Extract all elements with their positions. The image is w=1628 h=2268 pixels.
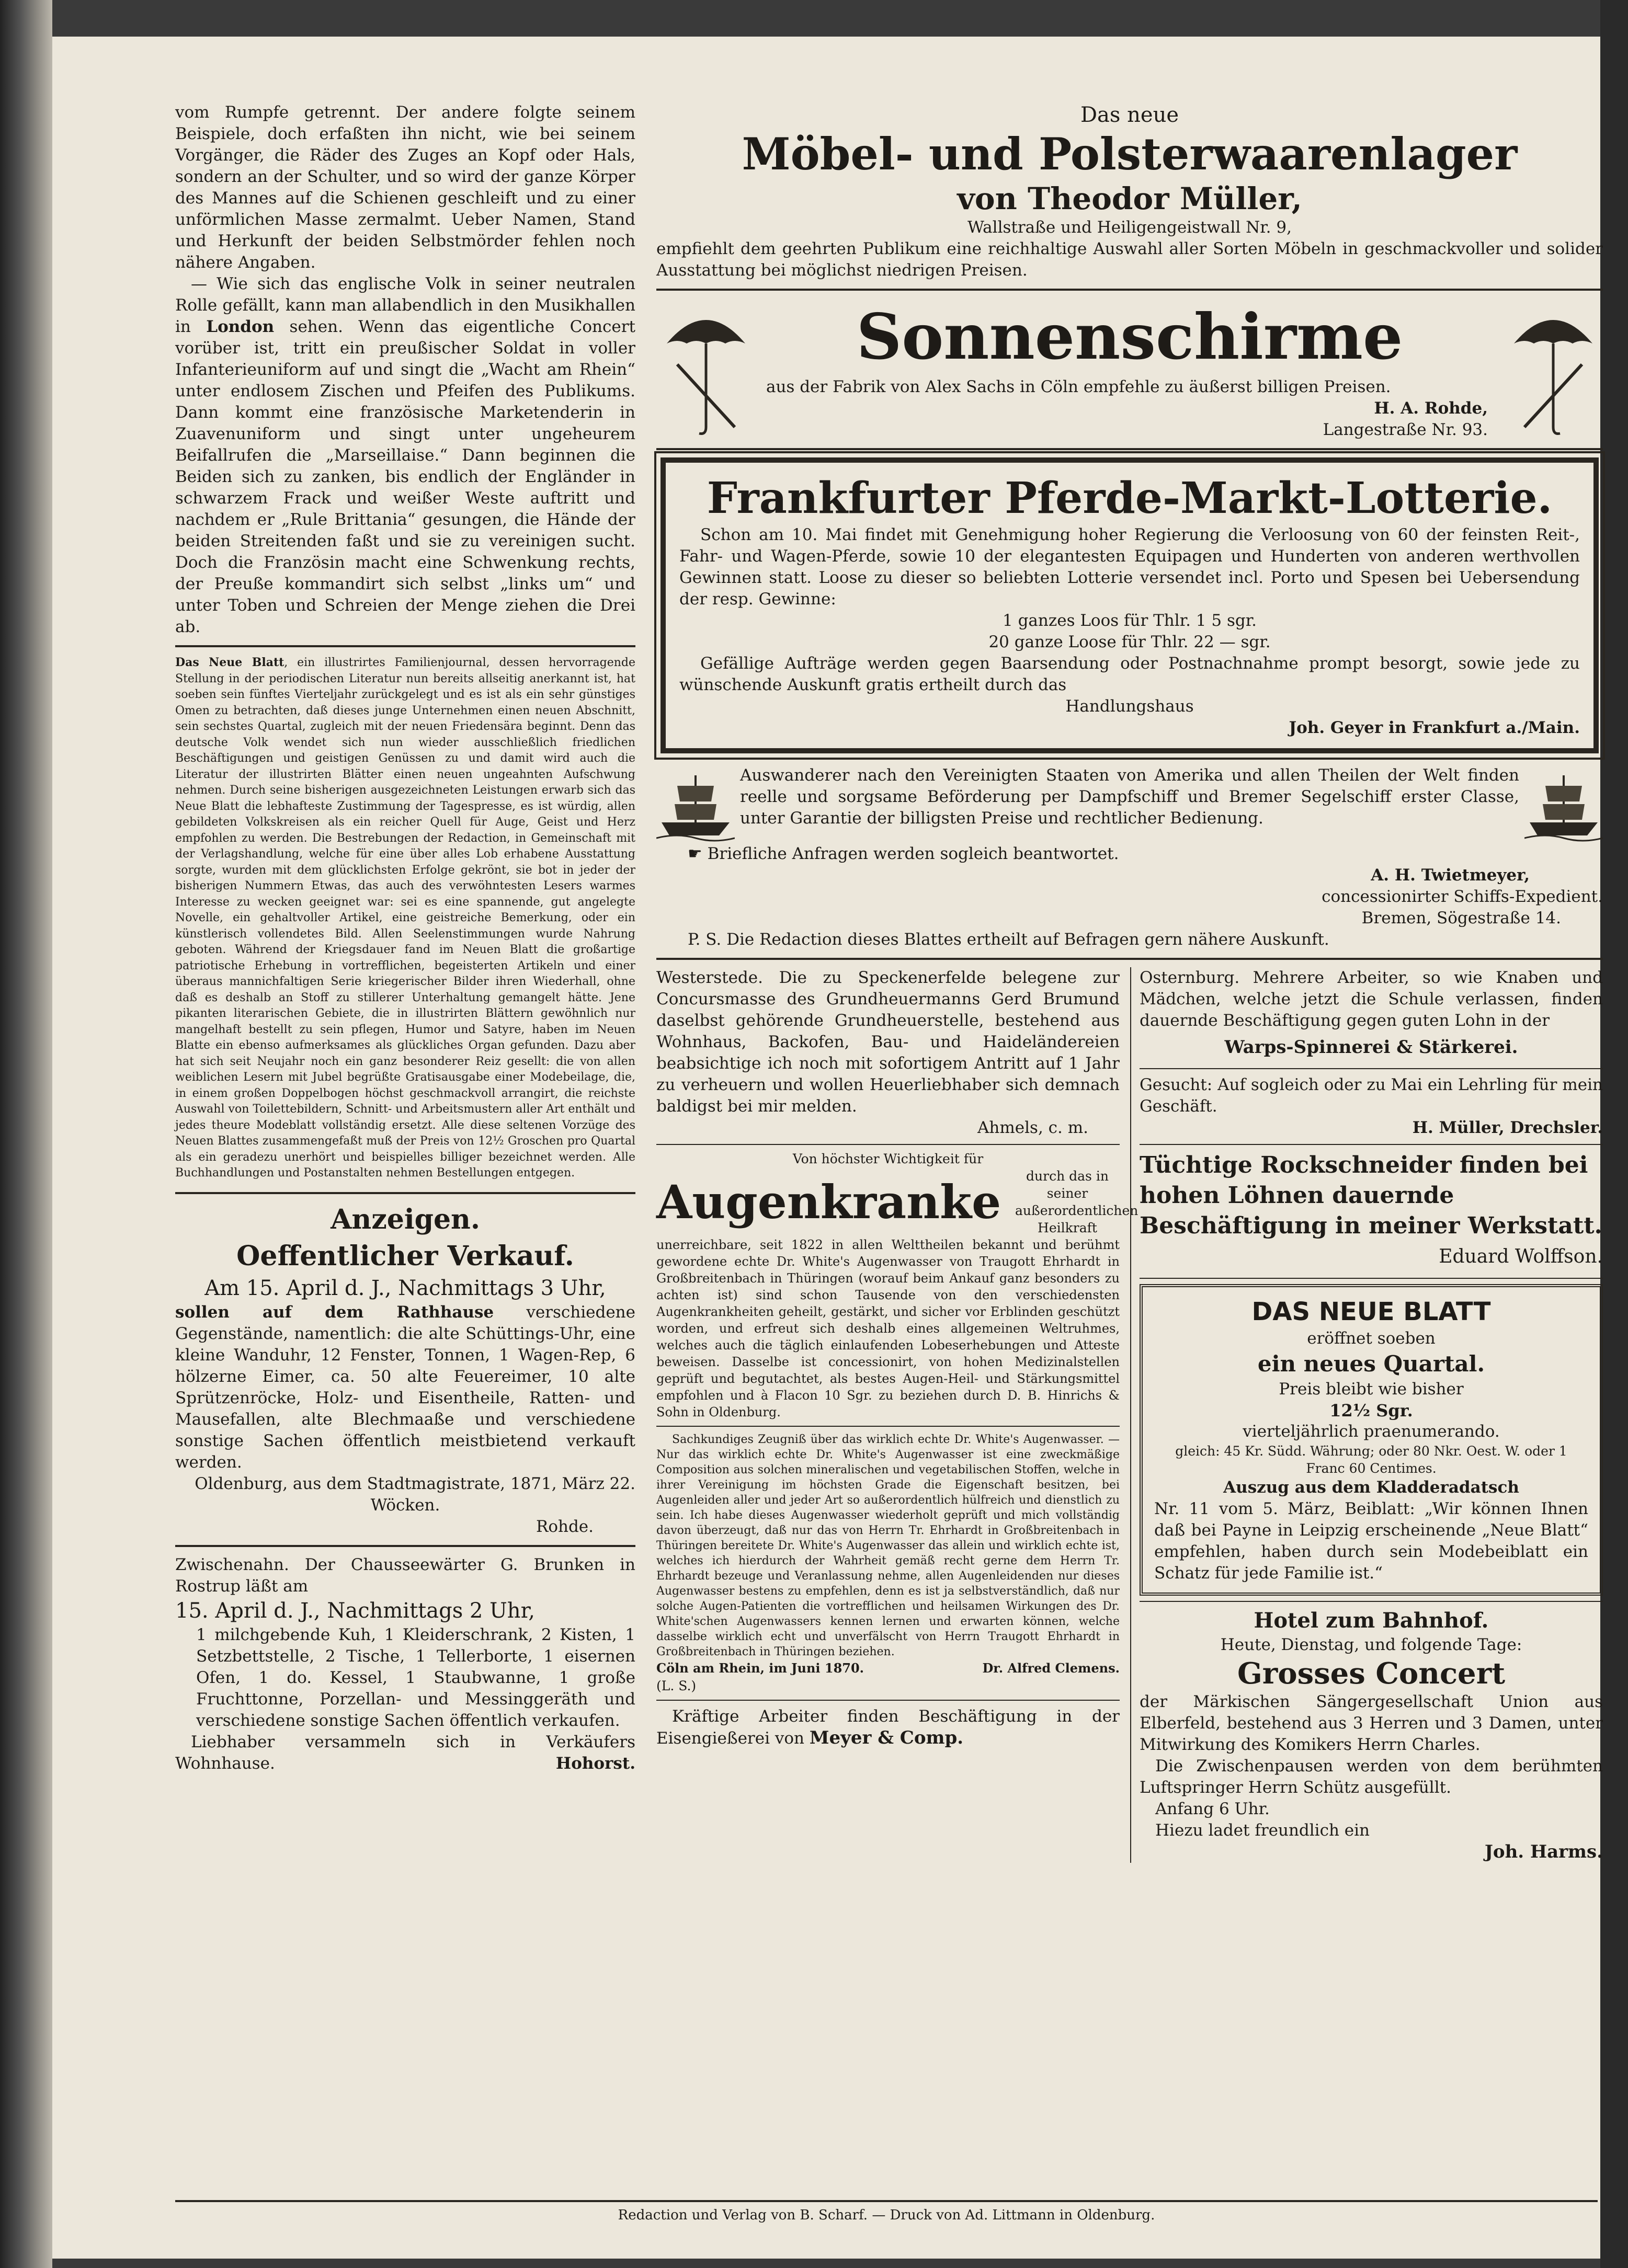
lotterie-house: Handlungshaus <box>1065 697 1194 716</box>
verkauf-lead: sollen auf dem Rathhause <box>175 1302 494 1322</box>
divider <box>1140 1144 1603 1145</box>
column-divider <box>175 645 635 647</box>
article-selbstmoerder: vom Rumpfe getrennt. Der andere folgte seinem Beispiele, doch erfaßten ihn nicht, wie bei seinem Vorgänger, die Räder des Zuges an Kopf oder Hals, sondern an der Schulter, und so wird der ganze Körper des Mannes auf die Schienen geschleift und zu einer unförmlichen Masse zermalmt. Ueber Namen, Stand und Herkunft der beiden Selbstmörder fehlen noch nähere Angaben. <box>175 103 635 272</box>
neue-blatt-text: , ein illustrirtes Familienjournal, dessen hervorragende Stellung in der periodischen Literatur nun bereits allseitig anerkannt ist, hat soeben sein fünftes Vierteljahr zurückgelegt und es ist als ein sehr günstiges Omen zu betrachten, daß dieses junge Unternehmen einen neuen Abschnitt, sein sechstes Quartal, zugleich mit der neuen Friedensära beginnt. Denn das deutsche Volk wendet sich nun wieder ausschließlich friedlichen Beschäftigungen und geistigen Genüssen zu und damit wird auch die Literatur der illustrirten Blätter einen neuen ungeahnten Aufschwung nehmen. Durch seine bisherigen ausgezeichneten Leistungen erwarb sich das Neue Blatt die lebhafteste Zustimmung der Tagespresse, es ist würdig, allen gebildeten Volkskreisen als ein reicher Quell für Auge, Geist und Herz empfohlen zu werden. Die Bestrebungen der Redaction, in Gemeinschaft mit der Verlagshandlung, welche für eine über alles Lob erhabene Ausstattung sorgte, wurden mit dem glücklichsten Erfolge gekrönt, sie bot in jeder der bisherigen Nummern Etwas, das auch des verwöhntesten Lesers warmes Interesse zu wecken geeignet war: sei es eine spannende, gut angelegte Novelle, ein gehaltvoller Artikel, eine geistreiche Bemerkung, oder ein künstlerisch vollendetes Bild. Allen Seelenstimmungen wurde Nahrung geboten. Während der Kriegsdauer fand im Neuen Blatt die großartige patriotische Erhebung in vortrefflichen, begeisterten Artikeln und einer überaus mannichfaltigen Serie kriegerischer Bilder ihren Wiederhall, ohne daß es deshalb an Stoff zu stillerer Unterhaltung gemangelt hätte. Jene pikanten literarischen Gebiete, die in illustrirten Blättern gewöhnlich nur mangelhaft bestellt zu sein pflegen, Humor und Satyre, haben im Neuen Blatte ein ebenso aufmerksames als glückliches Organ gefunden. Dazu aber hat sich seit Neujahr noch ein ganz besonderer Reiz gesellt: die von allen weiblichen Lesern mit Jubel begrüßte Gratisausgabe einer Modebeilage, die, in einem großen Doppelbogen höchst geschmackvoll arrangirt, die reichste Auswahl von Toilettebildern, Schnitt- und Arbeitsmustern aller Art enthält und jedes theure Modeblatt vollständig ersetzt. Alle diese seltenen Vorzüge des Neuen Blattes zusammengefaßt muß der Preis von 12½ Groschen pro Quartal als ein geradezu unerhört und beispielles billiger bezeichnet werden. Alle Buchhandlungen und Postanstalten nehmen Bestellungen entgegen. <box>175 656 635 1179</box>
zwischenahn-end: Liebhaber versammeln sich in Verkäufers Wohnhause. <box>175 1732 635 1773</box>
verkauf-date: Am 15. April d. J., Nachmittags 3 Uhr, <box>204 1276 606 1300</box>
gesucht-sign: H. Müller, Drechsler. <box>1412 1118 1603 1137</box>
nb-line2: ein neues Quartal. <box>1257 1351 1485 1377</box>
verkauf-heading: Oeffentlicher Verkauf. <box>236 1240 574 1272</box>
osternburg-firm: Warps-Spinnerei & Stärkerei. <box>1224 1037 1518 1058</box>
sonnenschirme-addr: Langestraße Nr. 93. <box>1323 420 1488 439</box>
divider <box>1140 1278 1603 1279</box>
ship-icon <box>656 765 735 843</box>
divider <box>656 289 1603 291</box>
hotel-title: Hotel zum Bahnhof. <box>1254 1608 1489 1633</box>
lotterie-title: Frankfurter Pferde-Markt-Lotterie. <box>707 473 1553 523</box>
westerstede-sign: Ahmels, c. m. <box>977 1118 1088 1137</box>
right-subcol-right <box>1130 967 1603 1863</box>
london-word: London <box>206 317 275 336</box>
verkauf-text <box>175 1302 635 1473</box>
nb-line3: Preis bleibt wie bisher <box>1279 1380 1464 1399</box>
hotel-anfang: Anfang 6 Uhr. <box>1155 1800 1270 1818</box>
auswanderer-brief <box>656 843 1603 865</box>
nb-line7: Auszug aus dem Kladderadatsch <box>1223 1478 1519 1497</box>
lotterie-end: Gefällige Aufträge werden gegen Baarsendung oder Postnachnahme prompt besorgt, sowie jede zu wünschende Auskunft gratis ertheilt durch das <box>679 654 1580 694</box>
nb-line5: vierteljährlich praenumerando. <box>1243 1422 1500 1441</box>
augen-pre: Von höchster Wichtigkeit für <box>792 1151 984 1166</box>
auswanderer-ps: P. S. Die Redaction dieses Blattes ertheilt auf Befragen gern nähere Auskunft. <box>688 930 1329 949</box>
pointing-hand-icon: ☛ <box>688 844 708 863</box>
zwischenahn-text: 1 milchgebende Kuh, 1 Kleiderschrank, 2 Kisten, 1 Setzbettstelle, 2 Tische, 1 Tellerborte, 1 eisernen Ofen, 1 do. Kessel, 1 Staubwanne, 1 große Fruchttonne, Porzellan- und Messinggeräth und verschiedene sonstige Sachen öffentlich verkaufen. <box>196 1625 635 1730</box>
lotterie-line1: 1 ganzes Loos für Thlr. 1 5 sgr. <box>1003 611 1257 630</box>
lotterie-ad <box>661 457 1599 753</box>
neue-blatt-title: Das Neue Blatt <box>175 656 284 669</box>
auswanderer-addr: Bremen, Sögestraße 14. <box>1361 909 1561 927</box>
auswanderer-text: Auswanderer nach den Vereinigten Staaten von Amerika und allen Theilen der Welt finden reelle und sorgsame Beförderung per Dampfschiff und Bremer Segelschiff erster Classe, unter Garantie der billigsten Preise und rechtlicher Bedienung. <box>740 766 1519 828</box>
nb-title: DAS NEUE BLATT <box>1251 1297 1491 1326</box>
hotel-ladet: Hiezu ladet freundlich ein <box>1155 1821 1370 1840</box>
augen-doctor: Dr. Alfred Clemens. <box>982 1660 1120 1676</box>
meyer-body: Kräftige Arbeiter finden Beschäftigung in der Eisengießerei von <box>656 1707 1120 1748</box>
augen-signature <box>656 1659 1120 1677</box>
meyer-text <box>656 1706 1120 1749</box>
sonnenschirme-title: Sonnenschirme <box>856 300 1403 374</box>
ship-icon <box>1524 765 1603 843</box>
two-column-ads <box>656 967 1603 1863</box>
sonnenschirme-text: aus der Fabrik von Alex Sachs in Cöln empfehle zu äußerst billigen Preisen. <box>766 377 1391 396</box>
column-divider <box>175 1545 635 1547</box>
umbrella-icon <box>656 302 756 438</box>
moebel-addr: Wallstraße und Heiligengeistwall Nr. 9, <box>967 218 1292 237</box>
nb-line1: eröffnet soeben <box>1307 1329 1436 1348</box>
verkauf-place: Oldenburg, aus dem Stadtmagistrate, 1871, März 22. <box>195 1474 635 1493</box>
left-column <box>175 102 635 1774</box>
augen-ls: (L. S.) <box>656 1678 697 1693</box>
hotel-concert: Grosses Concert <box>1237 1656 1506 1691</box>
zwischenahn-sign: Hohorst. <box>555 1754 635 1773</box>
osternburg-text: Osternburg. Mehrere Arbeiter, so wie Knaben und Mädchen, welche jetzt die Schule verlassen, finden dauernde Beschäftigung gegen guten Lohn in der <box>1140 968 1603 1030</box>
augen-side: durch das in seiner außerordentlichen Heilkraft <box>1015 1169 1139 1235</box>
augen-header <box>656 1167 1139 1236</box>
nb-line6: gleich: 45 Kr. Südd. Währung; oder 80 Nkr. Oest. W. oder 1 Franc 60 Centimes. <box>1175 1444 1567 1476</box>
augen-title: Augenkranke <box>656 1175 1001 1229</box>
footer-rule <box>175 2200 1598 2202</box>
hotel-text2: Die Zwischenpausen werden von dem berühmten Luftspringer Herrn Schütz ausgefüllt. <box>1140 1757 1603 1797</box>
verkauf-sign-woecken: Wöcken. <box>370 1495 440 1515</box>
article-london-post: sehen. Wenn das eigentliche Concert vorüber ist, tritt ein preußischer Soldat in voller Infanterieuniform auf und singt die „Wacht am Rhein“ unter endlosem Zischen und Pfeifen des Publikums. Dann kommt eine französische Marketenderin in Zuavenuniform und singt unter ungeheurem Beifallrufen die „Marseillaise.“ Dann beginnen die Beiden sich zu zanken, bis endlich der Engländer in schwarzem Frack und weißer Weste auftritt und nachdem er „Rule Brittania“ gesungen, die Hände der beiden Streitenden faßt und sie zu vereinigen sucht. Doch die Französin macht eine Schwenkung rechts, der Preuße kommandirt sich selbst „links um“ und unter Toben und Schreien der Menge ziehen die Drei ab. <box>175 317 635 636</box>
westerstede-text: Westerstede. Die zu Speckenerfelde belegene zur Concursmasse des Grundheuermanns Gerd Brumund daselbst gehörende Grundheuerstelle, bestehend aus Wohnhaus, Backofen, Bau- und Haideländereien beabsichtige ich noch mit sofortigem Antritt auf 1 Jahr zu verheuern und wollen Heuerliebhaber sich demnach baldigst bei mir melden. <box>656 968 1120 1116</box>
zwischenahn-date: 15. April d. J., Nachmittags 2 Uhr, <box>175 1598 536 1623</box>
divider <box>656 448 1603 450</box>
lotterie-sign: Joh. Geyer in Frankfurt a./Main. <box>1289 718 1580 737</box>
right-column <box>656 102 1603 1863</box>
hotel-text: der Märkischen Sängergesellschaft Union aus Elberfeld, bestehend aus 3 Herren und 3 Damen, unter Mitwirkung des Komikers Herrn Charles. <box>1140 1692 1603 1754</box>
auswanderer-name: A. H. Twietmeyer, <box>1371 866 1530 885</box>
auswanderer-role: concessionirter Schiffs-Expedient. <box>1322 887 1603 906</box>
neue-blatt-article <box>175 655 635 1182</box>
neues-blatt-box <box>1140 1284 1603 1596</box>
umbrella-icon <box>1504 302 1603 438</box>
divider <box>1140 1601 1603 1602</box>
auswanderer-brief-text: Briefliche Anfragen werden sogleich beantwortet. <box>707 844 1119 863</box>
sonnenschirme-name: H. A. Rohde, <box>1374 399 1488 418</box>
moebel-text: empfiehlt dem geehrten Publikum eine reichhaltige Auswahl aller Sorten Möbeln in geschmackvoller und solider Ausstattung bei möglichst niedrigen Preisen. <box>656 239 1603 280</box>
article-london-pre: — Wie sich das englische Volk in seiner neutralen Rolle gefällt, kann man allabendlich in den Musikhallen in <box>175 274 635 336</box>
footer-imprint: Redaction und Verlag von B. Scharf. — Druck von Ad. Littmann in Oldenburg. <box>618 2207 1155 2223</box>
augen-place: Cöln am Rhein, im Juni 1870. <box>656 1660 864 1676</box>
moebel-von: von Theodor Müller, <box>957 181 1302 216</box>
verkauf-body: verschiedene Gegenstände, namentlich: die alte Schüttings-Uhr, eine kleine Wanduhr, 12 Fenster, Tonnen, 1 Wagen-Rep, 6 hölzerne Eimer, ca. 50 alte Feuereimer, 10 alte Sprützenröcke, Holz- und Eisentheile, Ratten- und Mausefallen, alte Blechmaaße und verschiedene sonstige Sachen öffentlich meistbietend verkauft werden. <box>175 1302 635 1472</box>
column-divider <box>175 1192 635 1194</box>
divider <box>656 1144 1120 1145</box>
hotel-sub: Heute, Dienstag, und folgende Tage: <box>1220 1635 1522 1654</box>
nb-line8: Nr. 11 vom 5. März, Beiblatt: „Wir können Ihnen daß bei Payne in Leipzig erscheinende „Neue Blatt“ empfehlen, haben durch sein Modebeiblatt ein Schatz für jede Familie ist.“ <box>1154 1499 1588 1583</box>
book-binding <box>0 0 52 2268</box>
zwischenahn-head: Zwischenahn. Der Chausseewärter G. Brunken in Rostrup läßt am <box>175 1555 635 1596</box>
nb-price: 12½ Sgr. <box>1329 1401 1413 1421</box>
auswanderer-ad <box>656 765 1603 843</box>
sonnenschirme-ad <box>656 298 1603 441</box>
divider <box>656 1426 1120 1427</box>
rockschneider-sign: Eduard Wolffson. <box>1439 1246 1603 1267</box>
augen-text: unerreichbare, seit 1822 in allen Welttheilen bekannt und berühmt gewordene echte Dr. White's Augenwasser von Traugott Ehrhardt in Großbreitenbach in Thüringen (worauf beim Ankauf ganz besonders zu achten ist) sind schon Tausende von den verschiedensten Augenkrankheiten geheilt, gestärkt, und sicher vor Erblinden geschützt worden, und erfreut sich deshalb eines allgemeinen Weltruhmes, welches auch die täglich einlaufenden Lobeserhebungen und Atteste beweisen. Dasselbe ist concessionirt, von hohen Medizinalstellen geprüft und begutachtet, als bestes Augen-Heil- und Stärkungsmittel empfohlen und à Flacon 10 Sgr. zu beziehen durch D. B. Hinrichs & Sohn in Oldenburg. <box>656 1238 1120 1419</box>
lotterie-text: Schon am 10. Mai findet mit Genehmigung hoher Regierung die Verloosung von 60 der feinsten Reit-, Fahr- und Wagen-Pferde, sowie 10 der elegantesten Equipagen und Hunderten von anderen werthvollen Gewinnen statt. Loose zu dieser so beliebten Lotterie versendet incl. Porto und Spesen bei Uebersendung der resp. Gewinne: <box>679 525 1580 609</box>
hotel-sign: Joh. Harms. <box>1484 1841 1603 1862</box>
divider <box>656 759 1603 760</box>
lotterie-line2: 20 ganze Loose für Thlr. 22 — sgr. <box>988 633 1271 651</box>
rockschneider-text: Tüchtige Rockschneider finden bei hohen Löhnen dauernde Beschäftigung in meiner Werkstatt. <box>1140 1152 1602 1239</box>
divider <box>656 958 1603 960</box>
moebel-pre: Das neue <box>1080 103 1179 127</box>
gesucht-text: Gesucht: Auf sogleich oder zu Mai ein Lehrling für mein Geschäft. <box>1140 1075 1603 1116</box>
right-subcol-left <box>656 967 1139 1863</box>
divider <box>656 1700 1120 1701</box>
meyer-name: Meyer & Comp. <box>809 1727 964 1748</box>
anzeigen-heading: Anzeigen. <box>331 1203 480 1235</box>
scan-edge <box>1600 0 1628 2268</box>
augen-zeugnis: Sachkundiges Zeugniß über das wirklich echte Dr. White's Augenwasser. — Nur das wirklich echte Dr. White's Augenwasser ist eine zweckmäßige Composition aus solchen mineralischen und vegetabilischen Stoffen, welche in ihrer Vereinigung im höchsten Grade die Eigenschaft besitzen, bei Augenleiden aller und jeder Art so außerordentlich hülfreich und dienstlich zu sein. Ich habe dieses Augenwasser wiederholt geprüft und mich vollständig davon überzeugt, daß nur das von Herrn Tr. Ehrhardt in Großbreitenbach in Thüringen bereitete Dr. White's Augenwasser das allein und wirklich echte ist, welches ich hierdurch der Wahrheit gemäß recht gerne dem Herrn Tr. Ehrhardt bezeuge und Veranlassung nehme, allen Augenleidenden nur dieses Augenwasser bestens zu empfehlen, denn es ist ja selbstverständlich, daß nur solche Augen-Patienten die vortrefflichen und heilsamen Wirkungen des Dr. White'schen Augenwassers kennen lernen und erwarten können, welche dasselbe wirklich echt und unverfälscht von Herrn Traugott Ehrhardt in Großbreitenbach in Thüringen beziehen. <box>656 1433 1120 1658</box>
verkauf-sign-rohde: Rohde. <box>536 1517 594 1536</box>
article-london <box>175 273 635 638</box>
moebel-title: Möbel- und Polsterwaarenlager <box>742 128 1518 180</box>
divider <box>1140 1068 1603 1069</box>
